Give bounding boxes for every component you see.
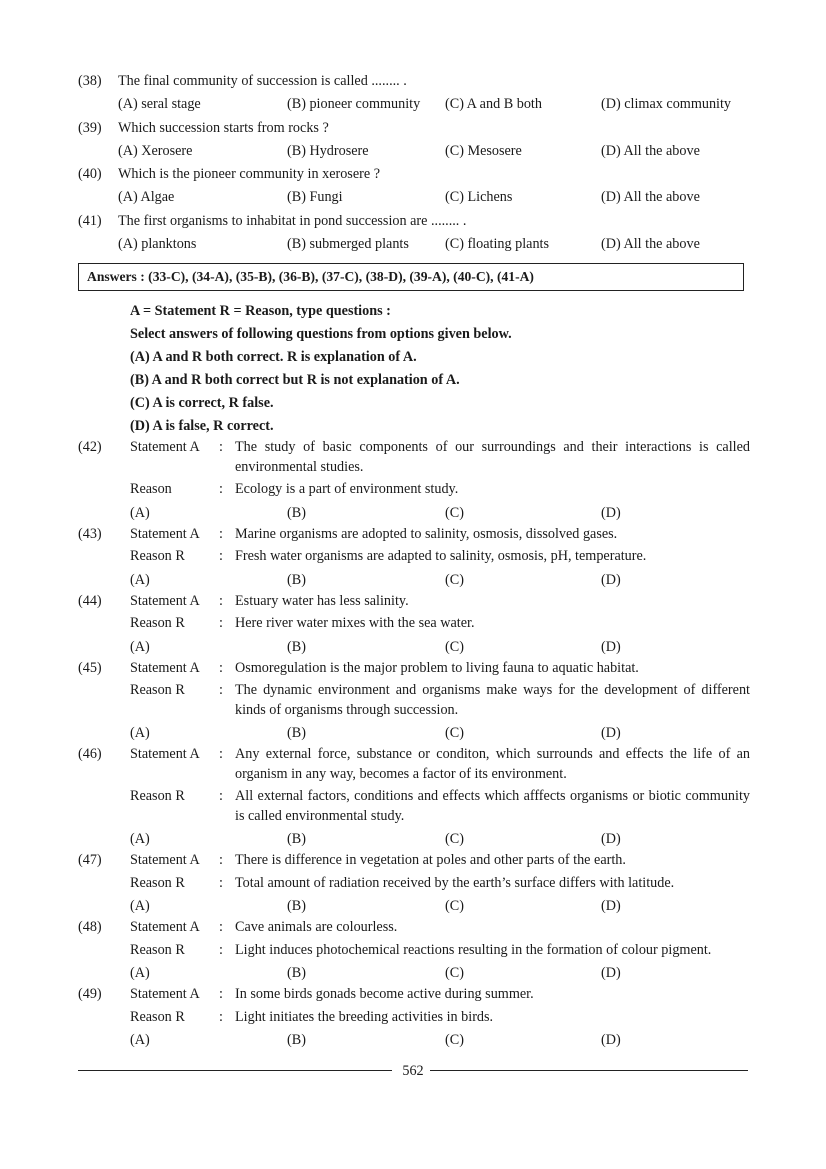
instruction-line: (C) A is correct, R false. — [130, 395, 274, 411]
statement-label: Statement A — [130, 525, 200, 542]
statement-label: Statement A — [130, 592, 200, 609]
choice-c: (C) — [445, 898, 464, 914]
statement-text: There is difference in vegetation at poles and other parts of the earth. — [235, 852, 626, 868]
instruction-line: A = Statement R = Reason, type questions : — [130, 303, 391, 319]
options-row — [78, 141, 750, 164]
option-c: (C) Mesosere — [445, 142, 522, 159]
statement-row — [78, 851, 750, 871]
choice-b: (B) — [287, 725, 306, 741]
colon-separator: : — [219, 788, 223, 804]
reason-row — [78, 614, 750, 634]
question-number: (45) — [78, 659, 102, 676]
question-row — [78, 164, 750, 187]
option-c: (C) A and B both — [445, 96, 542, 113]
choice-b: (B) — [287, 504, 306, 521]
choice-d: (D) — [601, 638, 621, 655]
option-d: (D) climax community — [601, 96, 732, 113]
options-row — [78, 234, 750, 257]
statement-row — [78, 525, 750, 545]
statement-row — [78, 438, 750, 477]
reason-label: Reason — [130, 481, 172, 497]
question-text: Which is the pioneer community in xerosere ? — [118, 166, 380, 183]
statement-row — [78, 918, 750, 938]
reason-label: Reason R — [130, 788, 185, 804]
choice-d: (D) — [601, 898, 621, 914]
statement-label: Statement A — [130, 919, 200, 935]
reason-text: Light induces photochemical reactions resulting in the formation of colour pigment. — [235, 941, 712, 958]
colon-separator: : — [219, 852, 223, 868]
colon-separator: : — [219, 986, 223, 1002]
colon-separator: : — [219, 746, 223, 762]
statement-label: Statement A — [130, 986, 200, 1002]
reason-label: Reason R — [130, 1008, 185, 1025]
instruction-line: (A) A and R both correct. R is explanation of A. — [130, 349, 417, 365]
colon-separator: : — [219, 874, 223, 891]
question-text: The final community of succession is called ........ . — [118, 73, 407, 89]
statement-text: Cave animals are colourless. — [235, 919, 398, 935]
statement-label: Statement A — [130, 659, 200, 676]
choice-c: (C) — [445, 504, 464, 521]
choice-b: (B) — [287, 898, 306, 914]
choices-row — [78, 896, 750, 918]
option-b: (B) Fungi — [287, 189, 343, 206]
colon-separator: : — [219, 941, 223, 958]
question-number: (41) — [78, 212, 102, 229]
choice-c: (C) — [445, 638, 464, 655]
colon-separator: : — [219, 919, 223, 935]
reason-row — [78, 681, 750, 720]
options-row — [78, 94, 750, 117]
reason-label: Reason R — [130, 682, 185, 698]
reason-row — [78, 787, 750, 826]
statement-text: Osmoregulation is the major problem to living fauna to aquatic habitat. — [235, 659, 639, 676]
option-b: (B) submerged plants — [287, 236, 409, 253]
question-row — [78, 118, 750, 141]
choice-c: (C) — [445, 831, 464, 847]
instruction-line: Select answers of following questions from options given below. — [130, 326, 512, 342]
reason-row — [78, 547, 750, 567]
question-row — [78, 211, 750, 234]
question-number: (47) — [78, 852, 102, 868]
statement-text: In some birds gonads become active during summer. — [235, 986, 534, 1002]
statement-label: Statement A — [130, 439, 200, 455]
page-footer — [78, 1060, 748, 1082]
colon-separator: : — [219, 1008, 223, 1025]
choice-a: (A) — [130, 831, 150, 847]
choices-row — [78, 829, 750, 851]
reason-text: The dynamic environment and organisms make ways for the development of different kinds of organisms through succession. — [235, 682, 750, 718]
choice-d: (D) — [601, 965, 621, 981]
choice-c: (C) — [445, 965, 464, 981]
choice-a: (A) — [130, 965, 150, 981]
option-d: (D) All the above — [601, 189, 700, 206]
colon-separator: : — [219, 615, 223, 631]
choices-row — [78, 1030, 750, 1052]
statement-row — [78, 659, 750, 679]
colon-separator: : — [219, 439, 223, 455]
statement-text: Estuary water has less salinity. — [235, 592, 409, 609]
page-number: 562 — [78, 1060, 748, 1082]
choice-a: (A) — [130, 571, 150, 588]
choice-b: (B) — [287, 571, 306, 588]
choices-row — [78, 570, 750, 592]
reason-text: Ecology is a part of environment study. — [235, 481, 459, 497]
options-row — [78, 187, 750, 210]
colon-separator: : — [219, 682, 223, 698]
option-b: (B) pioneer community — [287, 96, 421, 113]
question-number: (48) — [78, 919, 102, 935]
choice-a: (A) — [130, 898, 150, 914]
statement-row — [78, 985, 750, 1005]
choices-row — [78, 723, 750, 745]
choice-c: (C) — [445, 725, 464, 741]
instruction-line: (B) A and R both correct but R is not explanation of A. — [130, 372, 460, 388]
question-number: (43) — [78, 525, 102, 542]
option-d: (D) All the above — [601, 142, 700, 159]
reason-text: Fresh water organisms are adapted to salinity, osmosis, pH, temperature. — [235, 548, 647, 564]
option-b: (B) Hydrosere — [287, 142, 369, 159]
colon-separator: : — [219, 659, 223, 676]
choice-a: (A) — [130, 725, 150, 741]
choice-a: (A) — [130, 1032, 150, 1048]
reason-row — [78, 1008, 750, 1028]
reason-row — [78, 941, 750, 961]
choice-d: (D) — [601, 504, 621, 521]
colon-separator: : — [219, 481, 223, 497]
choices-row — [78, 637, 750, 659]
choice-b: (B) — [287, 1032, 306, 1048]
option-a: (A) planktons — [118, 236, 197, 253]
colon-separator: : — [219, 525, 223, 542]
choice-b: (B) — [287, 638, 306, 655]
statement-text: The study of basic components of our surroundings and their interactions is called environmental studies. — [235, 439, 750, 475]
statement-label: Statement A — [130, 746, 200, 762]
choice-c: (C) — [445, 571, 464, 588]
question-number: (39) — [78, 119, 102, 136]
reason-label: Reason R — [130, 548, 185, 564]
choice-a: (A) — [130, 638, 150, 655]
statement-row — [78, 592, 750, 612]
colon-separator: : — [219, 592, 223, 609]
question-number: (40) — [78, 166, 102, 183]
statement-text: Marine organisms are adopted to salinity, osmosis, dissolved gases. — [235, 525, 618, 542]
question-number: (44) — [78, 592, 102, 609]
question-number: (42) — [78, 439, 102, 455]
reason-label: Reason R — [130, 615, 185, 631]
choice-a: (A) — [130, 504, 150, 521]
question-number: (49) — [78, 986, 102, 1002]
option-d: (D) All the above — [601, 236, 700, 253]
option-a: (A) seral stage — [118, 96, 201, 113]
reason-text: Total amount of radiation received by the earth’s surface differs with latitude. — [235, 874, 675, 891]
question-number: (38) — [78, 73, 102, 89]
choice-b: (B) — [287, 831, 306, 847]
option-c: (C) floating plants — [445, 236, 550, 253]
colon-separator: : — [219, 548, 223, 564]
choice-d: (D) — [601, 725, 621, 741]
reason-label: Reason R — [130, 874, 185, 891]
choices-row — [78, 503, 750, 525]
mcq-section — [78, 71, 750, 257]
instruction-line: (D) A is false, R correct. — [130, 418, 274, 434]
option-a: (A) Algae — [118, 189, 175, 206]
reason-label: Reason R — [130, 941, 185, 958]
option-c: (C) Lichens — [445, 189, 513, 206]
reason-text: All external factors, conditions and effects which afffects organisms or biotic community is called environmental study. — [235, 788, 750, 824]
statement-text: Any external force, substance or conditon, which surrounds and effects the life of an organism in any way, becomes a factor of its environment. — [235, 746, 750, 782]
assertion-reason-section — [78, 438, 750, 1052]
statement-row — [78, 745, 750, 784]
reason-text: Here river water mixes with the sea water. — [235, 615, 475, 631]
choice-b: (B) — [287, 965, 306, 981]
choice-c: (C) — [445, 1032, 464, 1048]
option-a: (A) Xerosere — [118, 142, 193, 159]
choice-d: (D) — [601, 1032, 621, 1048]
assertion-reason-instructions — [130, 300, 750, 438]
question-row — [78, 71, 750, 94]
reason-row — [78, 874, 750, 894]
reason-row — [78, 480, 750, 500]
reason-text: Light initiates the breeding activities in birds. — [235, 1008, 494, 1025]
choices-row — [78, 963, 750, 985]
statement-label: Statement A — [130, 852, 200, 868]
question-text: Which succession starts from rocks ? — [118, 119, 329, 136]
choice-d: (D) — [601, 571, 621, 588]
question-number: (46) — [78, 746, 102, 762]
choice-d: (D) — [601, 831, 621, 847]
answers-box: Answers : (33-C), (34-A), (35-B), (36-B), (37-C), (38-D), (39-A), (40-C), (41-A) — [78, 263, 744, 291]
question-text: The first organisms to inhabitat in pond succession are ........ . — [118, 212, 467, 229]
